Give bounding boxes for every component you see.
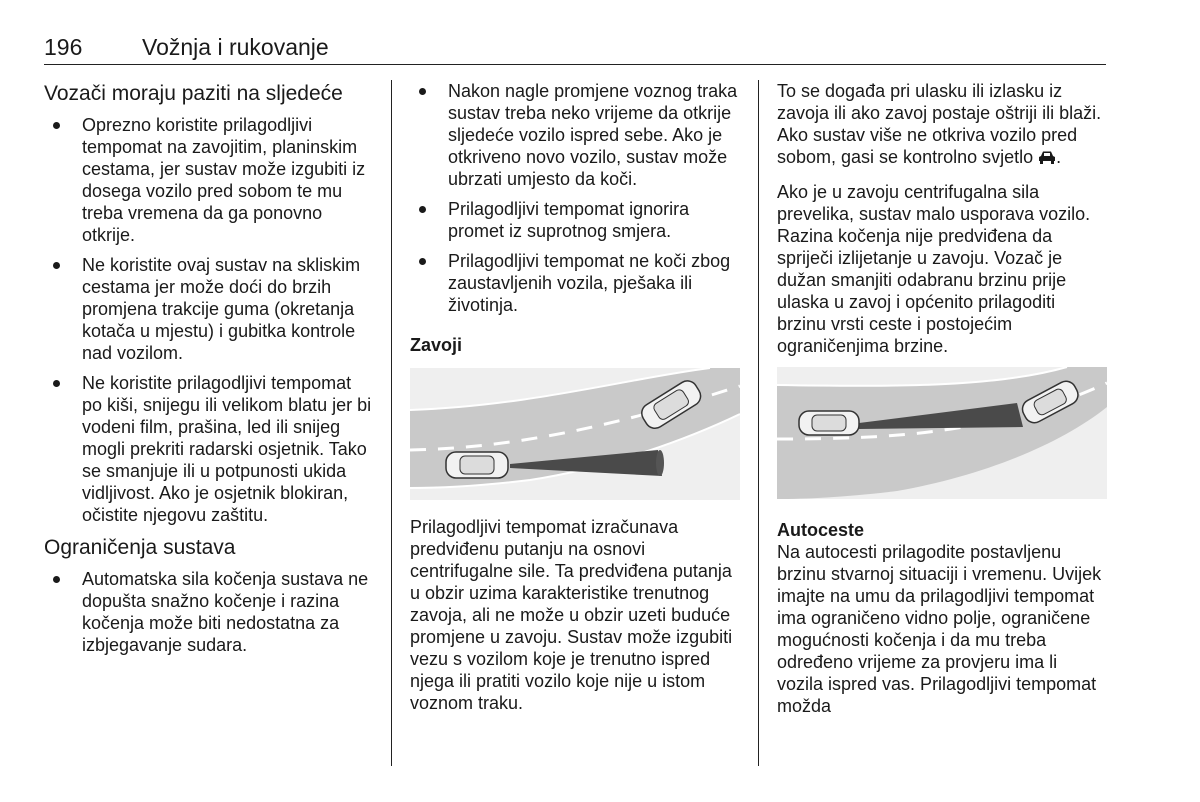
subsection-heading: Zavoji xyxy=(410,335,463,355)
body-paragraph: Ako je u zavoju centrifugalna sila prevelika, sustav malo usporava vozilo. Razina kočenja nije predviđena da spriječi izlijetanje u zavoju. Vozač je dužan smanjiti odabranu brzinu prije ulaska u zavoj i općenito prilagoditi brzinu vrsti ceste i postojećim ograničenjima brzine. xyxy=(777,182,1091,356)
body-paragraph: Prilagodljivi tempomat izračunava predviđenu putanju na osnovi centrifugalne sile. Ta predviđena putanja u obzir uzima karakteristike trenutnog zavoja, ali ne može u obzir uzeti buduće promjene u zavoju. Sustav može izgubiti vezu s vozilom koje je trenutno ispred njega ili pratiti vozilo koje nije u istom voznom traku. xyxy=(410,517,733,713)
body-paragraph: To se događa pri ulasku ili izlasku iz zavoja ili ako zavoj postaje oštriji ili blaži. Ako sustav više ne otkriva vozilo pred sobom, gasi se kontrolno svjetlo . xyxy=(777,80,1107,171)
column-3 xyxy=(777,80,1107,727)
bullet-icon xyxy=(53,576,60,583)
bullet-icon xyxy=(53,262,60,269)
section-heading: Vozači moraju paziti na sljedeće xyxy=(44,82,343,105)
bullet-icon xyxy=(419,206,426,213)
subsection-heading: Autoceste xyxy=(777,520,865,540)
road-curve-graphic xyxy=(410,368,740,500)
bullet-icon xyxy=(53,380,60,387)
list-item: Prilagodljivi tempomat ne koči zbog zaustavljenih vozila, pješaka ili životinja. xyxy=(410,250,740,316)
column-1 xyxy=(44,80,374,664)
bullet-icon xyxy=(53,122,60,129)
list-item: Nakon nagle promjene voznog traka sustav treba neko vrijeme da otkrije sljedeće vozilo ispred sebe. Ako je otkriveno novo vozilo, sustav može ubrzati umjesto da koči. xyxy=(410,80,740,190)
bullet-list xyxy=(410,80,740,316)
bullet-icon xyxy=(419,258,426,265)
bullet-list xyxy=(44,568,374,656)
column-2 xyxy=(410,80,740,724)
curve-illustration xyxy=(777,367,1107,499)
road-curve-graphic xyxy=(777,367,1107,499)
section-heading: Ograničenja sustava xyxy=(44,536,236,559)
car-icon xyxy=(1038,149,1056,171)
chapter-title: Vožnja i rukovanje xyxy=(142,34,329,60)
list-item: Ne koristite ovaj sustav na skliskim cestama jer može doći do brzih promjena trakcije guma (okretanja kotača u mjestu) i gubitka kontrole nad vozilom. xyxy=(44,254,374,364)
page-header xyxy=(44,30,1106,65)
bullet-icon xyxy=(419,88,426,95)
list-item: Prilagodljivi tempomat ignorira promet iz suprotnog smjera. xyxy=(410,198,740,242)
column-divider xyxy=(758,80,759,766)
list-item: Automatska sila kočenja sustava ne dopušta snažno kočenje i razina kočenja može biti nedostatna za izbjegavanje sudara. xyxy=(44,568,374,656)
bullet-list xyxy=(44,114,374,526)
body-paragraph: Na autocesti prilagodite postavljenu brzinu stvarnoj situaciji i vremenu. Uvijek imajte na umu da prilagodljivi tempomat ima ograničeno vidno polje, ograničene mogućnosti kočenja i da mu treba određeno vrijeme za provjeru ima li vozila ispred vas. Prilagodljivi tempomat možda xyxy=(777,542,1102,716)
list-item: Oprezno koristite prilagodljivi tempomat na zavojitim, planinskim cestama, jer sustav može izgubiti iz dosega vozilo pred sobom te mu treba vremena da ga ponovno otkrije. xyxy=(44,114,374,246)
list-item: Ne koristite prilagodljivi tempomat po kiši, snijegu ili velikom blatu jer bi vodeni film, prašina, led ili snijeg mogli prekriti radarski osjetnik. Tako se smanjuje ili u potpunosti ukida vidljivost. Ako je osjetnik blokiran, očistite njegovu zaštitu. xyxy=(44,372,374,526)
column-divider xyxy=(391,80,392,766)
curve-illustration xyxy=(410,368,740,500)
page-number: 196 xyxy=(44,34,83,60)
